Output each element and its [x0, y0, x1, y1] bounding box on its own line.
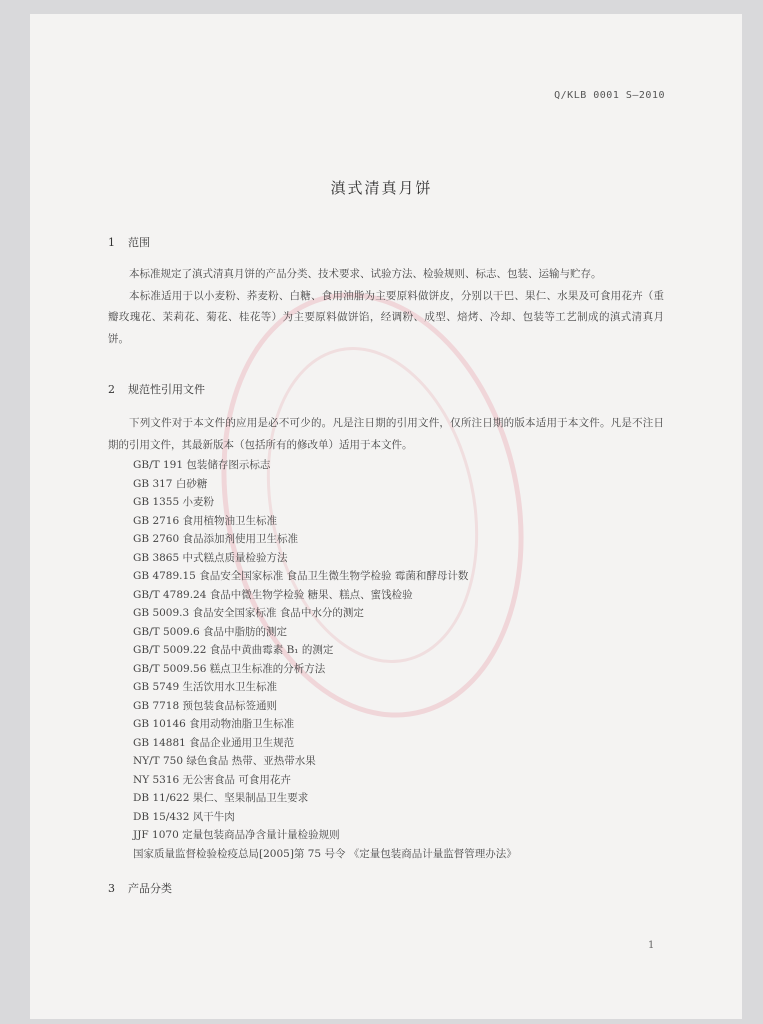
- section-2-heading: [108, 381, 205, 397]
- reference-item: GB/T 5009.6 食品中脂肪的测定: [133, 625, 288, 638]
- paragraph: 本标准适用于以小麦粉、荞麦粉、白糖、食用油脂为主要原料做饼皮，分别以干巴、果仁、水果及可食用花卉（重瓣玫瑰花、茉莉花、菊花、桂花等）为主要原料做饼馅，经调粉、成型、焙烤、冷却、包装等工艺制成的滇式清真月饼。: [108, 289, 664, 345]
- reference-item: GB 5749 生活饮用水卫生标准: [133, 681, 278, 693]
- reference-item: DB 15/432 风干牛肉: [133, 810, 235, 823]
- section-title: 范围: [128, 236, 150, 249]
- section-3-heading: [108, 880, 172, 896]
- document-title: 滇式清真月饼: [330, 179, 433, 197]
- reference-item: GB 2760 食品添加剂使用卫生标准: [133, 533, 299, 545]
- section-title: 产品分类: [128, 882, 172, 895]
- reference-item: NY 5316 无公害食品 可食用花卉: [133, 773, 291, 786]
- reference-item: GB 7718 预包装食品标签通则: [133, 699, 278, 712]
- section-1-heading: [108, 234, 150, 250]
- section-1-body: [108, 264, 664, 350]
- reference-item: NY/T 750 绿色食品 热带、亚热带水果: [133, 755, 316, 767]
- reference-item: GB 14881 食品企业通用卫生规范: [133, 736, 295, 749]
- section-number: 3: [108, 882, 115, 895]
- section-number: 2: [108, 383, 115, 396]
- paragraph: 本标准规定了滇式清真月饼的产品分类、技术要求、试验方法、检验规则、标志、包装、运输与贮存。: [129, 268, 602, 280]
- reference-item: GB 5009.3 食品安全国家标准 食品中水分的测定: [133, 607, 364, 619]
- section-title: 规范性引用文件: [128, 383, 205, 396]
- section-2-intro: [108, 413, 664, 456]
- section-number: 1: [108, 236, 115, 249]
- reference-item: GB 2716 食用植物油卫生标准: [133, 514, 278, 527]
- reference-item: GB 3865 中式糕点质量检验方法: [133, 551, 288, 564]
- reference-item: 国家质量监督检验检疫总局[2005]第 75 号令 《定量包装商品计量监督管理办法》: [133, 847, 517, 860]
- reference-item: DB 11/622 果仁、坚果制品卫生要求: [133, 792, 309, 804]
- reference-item: GB/T 4789.24 食品中微生物学检验 糖果、糕点、蜜饯检验: [133, 588, 413, 601]
- page-number: 1: [648, 940, 655, 951]
- paragraph: 下列文件对于本文件的应用是必不可少的。凡是注日期的引用文件，仅所注日期的版本适用于本文件。凡是不注日期的引用文件，其最新版本（包括所有的修改单）适用于本文件。: [108, 417, 664, 451]
- reference-item: GB/T 5009.56 糕点卫生标准的分析方法: [133, 662, 326, 675]
- reference-item: GB 10146 食用动物油脂卫生标准: [133, 718, 295, 730]
- reference-item: GB 1355 小麦粉: [133, 496, 215, 508]
- reference-item: GB/T 191 包装储存图示标志: [133, 459, 271, 471]
- reference-item: JJF 1070 定量包装商品净含量计量检验规则: [133, 829, 340, 841]
- reference-item: GB/T 5009.22 食品中黄曲霉素 B₁ 的测定: [133, 644, 334, 656]
- reference-item: GB 4789.15 食品安全国家标准 食品卫生微生物学检验 霉菌和酵母计数: [133, 570, 469, 582]
- reference-list: [133, 456, 517, 863]
- reference-item: GB 317 白砂糖: [133, 477, 208, 490]
- standard-number: Q/KLB 0001 S—2010: [554, 90, 665, 101]
